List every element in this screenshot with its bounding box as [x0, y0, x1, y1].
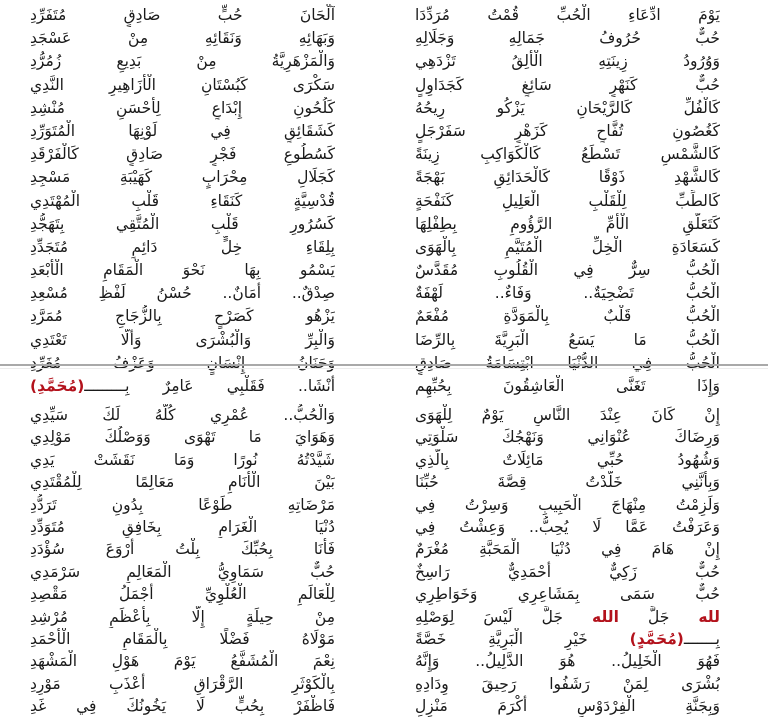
- highlighted-name: (مُحَمَّدٍ): [629, 629, 684, 648]
- verse-line: يَسْمُو بِهَا نَحْوَ الْمَقَامِ الْأَبْعَدِ: [30, 261, 335, 280]
- poem-block-top: [0, 4, 768, 395]
- verse-line: وَالْحُبُّ.. عُمْرِي كُلُّهُ لَكَ سَيِّدِي: [30, 406, 335, 424]
- verse-line: مَوْلَاهُ فَضْلًا بِالْمَقَامِ الْأَحْمَدِ: [30, 629, 335, 648]
- verse-line: مِنْ حِيلَةٍ إِلَّا بِأَعْظَمِ مُرْشِدِ: [30, 607, 335, 626]
- verse-line: مَرْضَاتِهِ طَوْعًا بِدُونِ تَرَدُّدِ: [30, 495, 335, 514]
- verse-line: وَرِضَاكَ عُنْوَانِي وَنَهْجُكَ سَلْوَتِي: [415, 428, 720, 447]
- verse-line: وَهَوَايَ مَا تَهْوَى وَوَصْلُكَ مَوْلِدِي: [30, 428, 335, 447]
- verse-line: شَيَّدْتُهُ نُورًا وَمَا نَقَشَتْ يَدِي: [30, 450, 335, 469]
- verse-line: وَشُهُودُ حُبِّي مَائِلَاتٌ بِالَّذِي: [415, 450, 720, 469]
- verse-line: الْحُبُّ مَا يَسَعُ الْبَرِيَّةَ بِالرِّضَا: [415, 330, 720, 349]
- verse-line: وَعَرَفْتُ عَمَّا لَا يُحِبُّ.. وَعِشْتُ فِي: [415, 517, 720, 536]
- highlighted-name: (مُحَمَّدِ): [30, 377, 85, 395]
- verse-line: حُبٌّ سَمَاوِيُّ الْمَعَالِمِ سَرْمَدِي: [30, 562, 335, 581]
- left-hemistich-column: [30, 404, 335, 717]
- verse-line: إِنْ كَانَ عِنْدَ النَّاسِ يَوْمٌ لِلْهَوَى: [415, 406, 720, 424]
- verse-line: كَشَقَائِقٍ فِي لَوْنِهَا الْمُتَوَرِّدِ: [30, 121, 335, 140]
- verse-line: قُدْسِيَّةٍ كَنَقَاءِ قَلْبِ الْمُهْتَدِي: [30, 191, 335, 210]
- right-hemistich-column: [415, 404, 720, 717]
- verse-text: جَلَّ لَيْسَ لِوَصْلِهِ: [415, 607, 563, 626]
- verse-line: بِالْكَوْثَرِ الرَّقْرَاقِ أَعْذَبِ مَوْرِدِ: [30, 674, 335, 693]
- verse-line: كَتَعَلُّقِ الْأُمِّ الرَّؤُومِ بِطِفْلِهَا: [415, 214, 720, 233]
- verse-line: كَجَلَالِ مِحْرَابٍ كَهَيْبَةِ مَسْجِدِ: [30, 168, 335, 187]
- verse-line: وَحَنَانُ إِنْسَانٍ وَعَزْفُ مُغَرِّدِ: [30, 353, 335, 372]
- verse-line: وَبِجَنَّةِ الْفِرْدَوْسِ أَكْرَمَ مَنْزِلِ: [415, 697, 720, 716]
- verse-line: بُشْرَى لِمَنْ رَشَفُوا رَحِيقَ وِدَادِهِ: [415, 674, 720, 693]
- verse-line: كَلُحُونِ إِبْدَاعٍ لِأَحْسَنِ مُنْشِدِ: [30, 98, 335, 117]
- verse-line: كَالشَّهْدِ ذَوْقًا كَالْحَدَائِقِ بَهْجَةً: [415, 168, 720, 187]
- verse-line: نِعْمَ الْمُشَفَّعُ يَوْمَ هَوْلِ الْمَشْهَدِ: [30, 652, 335, 671]
- verse-line: حُبٌّ سَمَى بِمَشَاعِرِي وَخَوَاطِرِي: [415, 585, 720, 604]
- verse-line: كَسَعَادَةِ الْخِلِّ الْمُتَيَّمِ بِالْهَوَى: [415, 237, 720, 256]
- right-hemistich-column: [415, 4, 720, 398]
- verse-text: أَنْشَا.. فَقَلْبِي عَامِرٌ بِـ: [120, 377, 335, 395]
- verse-line: بَيْنَ الْأَنَامِ مَعَالِمًا لِلْمُقْتَدِي: [30, 473, 335, 492]
- verse-line: آلْحَانَ حُبٍّ صَادِقٍ مُتَفَرِّدِ: [30, 6, 335, 24]
- verse-line: فَأَنَا بِحُبِّكَ بِلْتُ أَرْوَعَ سُؤْدَدِ: [30, 540, 335, 559]
- verse-line: الْحُبُّ قَلْبٌ بِالْمَوَدَّةِ مُفْعَمٌ: [415, 307, 720, 326]
- verse-line: كَالطِّبِّ لِلْقَلْبِ الْعَلِيلِ كَنَفْحَةٍ: [415, 191, 720, 210]
- section-divider-shadow: [0, 368, 768, 369]
- verse-line: لِلْعَالَمِ الْعُلْوِيِّ أَجْمَلُ مَقْصِدِ: [30, 585, 335, 604]
- verse-line: فَاظْفَرْ بِحُبٍّ لَا يَخُونُكَ فِي غَدِ: [30, 697, 335, 716]
- verse-line: الْحُبُّ فِي الدُّنْيَا ابْتِسَامَةُ صَادِقٍ: [415, 353, 720, 372]
- verse-line: وَالْمَزْهَرِيَّةُ مِنْ بَدِيعِ زُمُرُّدِ: [30, 52, 335, 71]
- verse-line: صِدْقٌ.. أَمَانٌ.. حُسْنُ لَفْظِ مُسْعِدِ: [30, 284, 335, 303]
- left-hemistich-column: [30, 4, 335, 398]
- verse-line: يَوْمَ ادِّعَاءِ الْحُبِّ قُمْتُ مُرَدِّدَا: [415, 6, 720, 24]
- verse-line: وَإِذَا تَغَنَّى الْعَاشِقُونَ بِحُبِّهِم: [415, 377, 720, 395]
- verse-line: كَسُرُورِ قَلْبِ الْمُتَّقِي بِتَهَجُّدِ: [30, 214, 335, 233]
- verse-line: يَزْهُو كَصَرْحٍ بِالزُّجَاجِ مُمَرَّدِ: [30, 307, 335, 326]
- verse-line: وَبِأَنَّنِي خَلَّدْتُ قِصَّةَ حُبِّنَا: [415, 473, 720, 492]
- verse-line: وَلَزِمْتُ مِنْهَاجَ الْحَبِيبِ وَسِرْتُ فِي: [415, 495, 720, 514]
- highlighted-lillah: لله: [698, 607, 720, 626]
- verse-line: حُبٌّ كَنَهْرٍ سَائِغٍ كَجَدَاوِلٍ: [415, 75, 720, 94]
- verse-line: فَهُوَ الْخَلِيلُ.. هُوَ الدَّلِيلُ.. وَإِنَّهُ: [415, 652, 720, 671]
- verse-line: وَبَهَائِهِ وَنَقَائِهِ مِنْ عَسْجَدِ: [30, 29, 335, 48]
- verse-line: حُبٌّ حُرُوفُ جَمَالِهِ وَجَلَالِهِ: [415, 29, 720, 48]
- verse-line: كَغُصُونِ تُفَّاحٍ كَزَهْرٍ سَفَرْجَلٍ: [415, 121, 720, 140]
- verse-line: حُبٌّ زَكِيٌّ أَحْمَدِيٌّ رَاسِخٌ: [415, 562, 720, 581]
- verse-line: الْحُبُّ تَضْحِيَةٌ.. وَفَاءٌ.. لَهْفَةٌ: [415, 284, 720, 303]
- verse-line: كَالْفُلِّ كَالرَّيْحَانِ يَزْكُو رِيحُهُ: [415, 98, 720, 117]
- verse-line: كَالشَّمْسِ تَسْطَعُ كَالْكَوَاكِبِ زِينَةً: [415, 145, 720, 164]
- verse-line: دُنْيَا الْغَرَامِ بِخَافِقٍ مُتَوَدِّدِ: [30, 517, 335, 536]
- verse-line: سَكْرَى كَبُسْتَانِ الْأَزَاهِيرِ النَّدِي: [30, 75, 335, 94]
- verse-line: الْحُبُّ سِرٌّ فِي الْقُلُوبِ مُقَدَّسٌ: [415, 261, 720, 280]
- verse-line: بِلِقَاءِ خِلٍّ دَائِمٍ مُتَجَدِّدِ: [30, 237, 335, 256]
- section-divider: [0, 364, 768, 366]
- verse-line-with-highlight: [415, 628, 720, 650]
- poem-block-bottom: [0, 404, 768, 716]
- bi-prefix: بِـــــــ: [683, 629, 720, 648]
- verse-line: إِنْ هَامَ فِي دُنْيَا الْمَحَبَّةِ مُغْرَمٌ: [415, 540, 720, 559]
- verse-line: وَوُرُودُ زِينَتِهِ الْأَلِقُ تَزْدَهِي: [415, 52, 720, 71]
- verse-line-with-highlight: لله جَلَّ الله جَلَّ لَيْسَ لِوَصْلِهِ: [415, 607, 720, 626]
- verse-line: وَالْبِرِّ وَالْبُشْرَى وَأَلَّا تَعْتَدِي: [30, 330, 335, 349]
- verse-line-with-highlight: أَنْشَا.. فَقَلْبِي عَامِرٌ بِـــــــــ(مُحَمَّدِ): [30, 377, 335, 395]
- highlighted-allah: الله: [592, 607, 619, 626]
- verse-line: كَسُطُوعِ فَجْرٍ صَادِقٍ كَالْفَرْقَدِ: [30, 145, 335, 164]
- verse-text: خَيْرِ الْبَرِيَّةِ خَصَّةً: [415, 629, 588, 648]
